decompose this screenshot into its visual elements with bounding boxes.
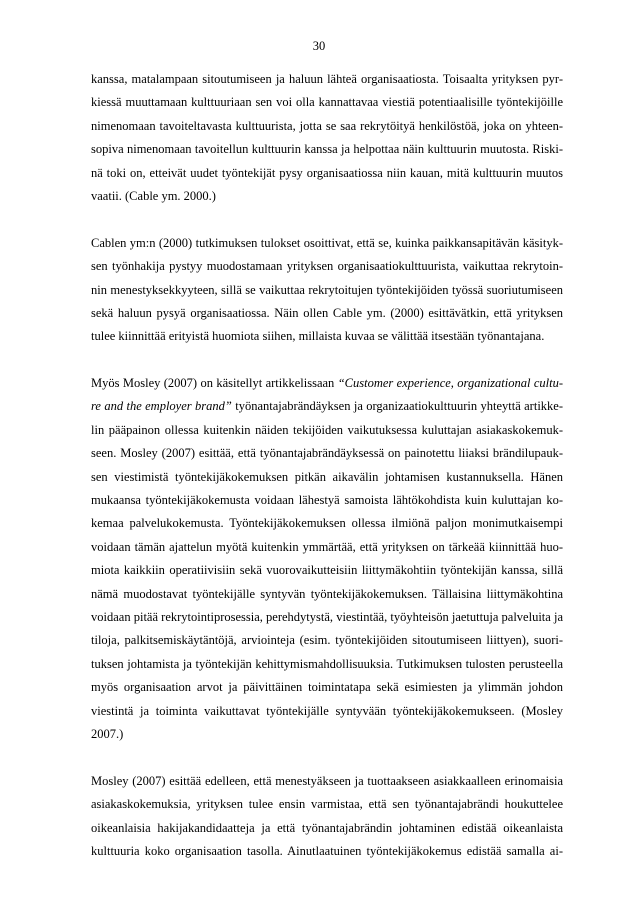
text-line: kanssa, matalampaan sitoutumiseen ja haluun lähteä organisaatiosta. Toisaalta yrityksen pyr- [91, 72, 563, 86]
body-text [91, 68, 563, 863]
text-line: 2007.) [91, 726, 124, 741]
text-line: nä toki on, etteivät uudet työntekijät pysy organisaatiossa niin kauan, mitä kulttuurin muutos [91, 165, 563, 180]
text-line: vaatii. (Cable ym. 2000.) [91, 188, 216, 203]
text-line: voidaan pitää rekrytointiprosessia, perehdytystä, viestintää, työyhteisön jaetuttuja palveluita ja [91, 609, 563, 624]
text-run: Myös Mosley (2007) on käsitellyt artikkelissaan [91, 376, 338, 391]
text-line: tulee kiinnittää erityistä huomiota siihen, millaista kuvaa se välittää itsestään työnantajana. [91, 329, 545, 344]
text-line: Mosley (2007) esittää edelleen, että menestyäkseen ja tuottaakseen asiakkaalleen erinomaisia [91, 773, 563, 788]
text-line: lin pääpainon ollessa kuitenkin näiden tekijöiden vaikutuksessa kuluttajan asiakaskokemuk- [91, 422, 563, 437]
article-title-italic: re and the employer brand” [91, 399, 232, 414]
paragraph-3 [91, 372, 563, 746]
text-line: viestintä ja toiminta vaikuttavat työntekijälle syntyvään työntekijäkokemukseen. (Mosley [91, 703, 563, 718]
text-line: tiloja, palkitsemiskäytäntöjä, arviointeja (esim. työntekijöiden sitoutumiseen liittyen), suori- [91, 633, 563, 648]
text-line: Cablen ym:n (2000) tutkimuksen tulokset osoittivat, että se, kuinka paikkansapitävän käsityk- [91, 235, 563, 250]
paragraph-4 [91, 770, 563, 864]
text-line: kiessä muuttamaan kulttuuriaan sen voi olla kannattavaa viestiä potentiaalisille työntekijöille [91, 95, 563, 110]
text-line: oikeanlaisia hakijakandidaatteja ja että työnantajabrändin johtaminen edistää oikeanlaista [91, 820, 563, 835]
text-line: tuksen johtamista ja työntekijän kehittymismahdollisuuksia. Tutkimuksen tulosten perusteella [91, 656, 563, 671]
text-line: kemaa palvelukokemusta. Työntekijäkokemuksen ollessa ilmiönä paljon monimutkaisempi [91, 516, 563, 531]
text-line: asiakaskokemuksia, yrityksen tulee ensin varmistaa, että sen työnantajabrändi houkuttelee [91, 797, 563, 812]
paragraph-1 [91, 68, 563, 208]
paragraph-2 [91, 232, 563, 349]
text-line: sen viestimistä työntekijäkokemuksen pitkän aikavälin johtamisen kustannuksella. Hänen [91, 469, 563, 484]
text-line [91, 395, 563, 418]
text-line: sopiva nimenomaan tavoitellun kulttuurin kanssa ja helpottaa näin kulttuurin muutosta. Riski- [91, 142, 563, 157]
text-line [91, 372, 563, 395]
text-line: myös organisaation arvot ja päivittäinen toimintatapa sekä esimiesten ja ylimmän johdon [91, 680, 563, 695]
text-line: sekä haluun pysyä organisaatiossa. Näin ollen Cable ym. (2000) esittävätkin, että yrityksen [91, 305, 563, 320]
text-line: seen. Mosley (2007) esittää, että työnantajabrändäyksessä on painotettu liiaksi brändilupauk- [91, 446, 563, 461]
text-line: nämä muodostavat työntekijälle syntyvän työntekijäkokemuksen. Tällaisina liittymäkohtina [91, 586, 563, 601]
text-run: työnantajabrändäyksen ja organizaatiokulttuurin yhteyttä artikke- [231, 399, 563, 414]
article-title-italic: “Customer experience, organizational cultu- [337, 376, 563, 391]
text-line: voidaan tämän ajattelun myötä kuitenkin ymmärtää, että yrityksen on tärkeää kiinnittää huo- [91, 539, 563, 554]
text-line: nin menestyksekkyyteen, sillä se vaikuttaa rekrytoitujen työntekijöiden työssä suoriutumiseen [91, 282, 563, 297]
page-number: 30 [312, 39, 326, 53]
text-line: nimenomaan tavoiteltavasta kulttuurista, jotta se saa rekrytöityä henkilöstöä, joka on yhteen- [91, 118, 563, 133]
text-line: miota kaikkiin operatiivisiin sekä vuorovaikutteisiin liittymäkohtiin työntekijän kanssa, sillä [91, 563, 563, 578]
text-line: mukaansa työntekijäkokemusta voidaan lähestyä samoista lähtökohdista kuin kuluttajan ko- [91, 493, 563, 508]
text-line: kulttuuria koko organisaation tasolla. Ainutlaatuinen työntekijäkokemus edistää samalla ai- [91, 843, 563, 858]
text-line: sen työnhakija pystyy muodostamaan yrityksen organisaatiokulttuurista, vaikuttaa rekrytoin- [91, 259, 563, 274]
